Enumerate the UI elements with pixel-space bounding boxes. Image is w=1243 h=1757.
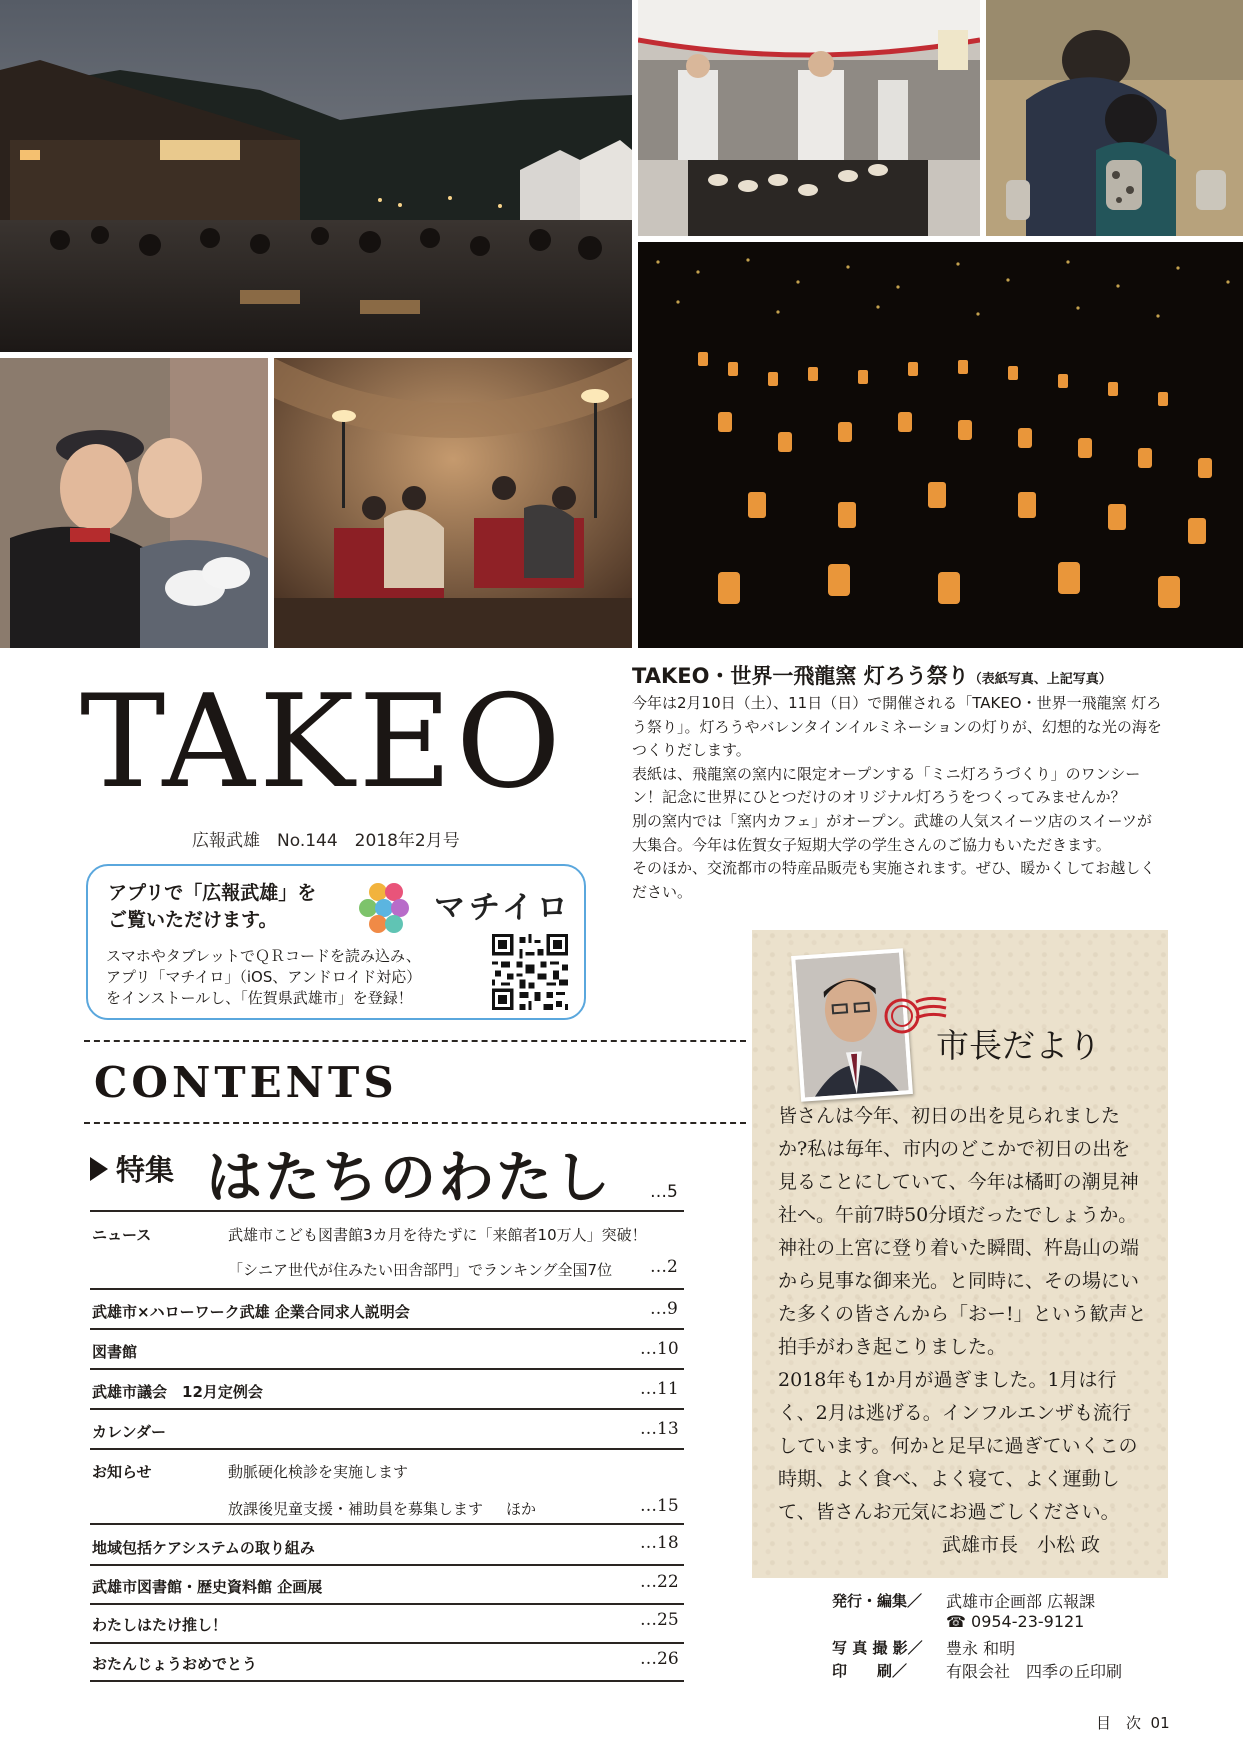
app-promo-instructions: スマホやタブレットでＱＲコードを読み込み、 アプリ「マチイロ」（iOS、アンドロイド対応） をインストールし、「佐賀県武雄市」を登録！ — [106, 947, 422, 1007]
toc-row-divider — [90, 1408, 684, 1410]
photo-food-stall-tent — [638, 0, 980, 236]
toc-category[interactable]: カレンダー — [92, 1423, 167, 1441]
toc-category[interactable]: ニュース — [92, 1226, 152, 1244]
photo-lantern-field-night — [638, 242, 1243, 648]
mayor-signature: 武雄市長 小松 政 — [942, 1534, 1101, 1556]
toc-category[interactable]: わたしはたけ推し！ — [92, 1616, 228, 1634]
toc-row-divider — [90, 1564, 684, 1566]
photo-kiln-festival-crowd — [0, 0, 632, 352]
qr-code-icon[interactable] — [492, 934, 568, 1010]
credit-value: 豊永 和明 — [946, 1639, 1016, 1658]
photo-elderly-spectators — [0, 358, 268, 648]
credit-value: 武雄市企画部 広報課 — [946, 1592, 1096, 1611]
toc-subitem[interactable]: 動脈硬化検診を実施します — [228, 1463, 409, 1481]
feature-title[interactable]: はたちのわたし — [206, 1145, 612, 1211]
toc-page-number: …26 — [640, 1649, 679, 1669]
toc-row-divider — [90, 1523, 684, 1525]
toc-category[interactable]: 武雄市×ハローワーク武雄 企業合同求人説明会 — [92, 1303, 410, 1321]
mayor-column — [752, 930, 1168, 1578]
toc-page-number: …9 — [650, 1299, 678, 1319]
toc-page-number: …25 — [640, 1610, 679, 1630]
feature-label: 特集 — [116, 1153, 175, 1187]
app-promo-headline: アプリで「広報武雄」を ご覧いただけます。 — [108, 882, 317, 931]
page-folio: 目 次 01 — [1096, 1714, 1170, 1732]
photo-kiln-cafe-interior — [274, 358, 632, 648]
mayor-column-heading: 市長だより — [936, 1026, 1101, 1065]
toc-page-number: …11 — [640, 1379, 679, 1399]
feature-underline — [90, 1210, 684, 1212]
contents-heading: CONTENTS — [94, 1058, 398, 1107]
toc-category[interactable]: お知らせ — [92, 1463, 152, 1481]
app-promo-box — [86, 864, 586, 1020]
credit-label: 印 刷／ — [832, 1662, 908, 1680]
toc-subitem[interactable]: 放課後児童支援・補助員を募集します — [228, 1500, 484, 1518]
toc-page-number: …2 — [650, 1257, 678, 1277]
toc-row-divider — [90, 1603, 684, 1605]
toc-category[interactable]: 武雄市図書館・歴史資料館 企画展 — [92, 1578, 323, 1596]
article-body: 今年は2月10日（土）、11日（日）で開催される「TAKEO・世界一飛龍窯 灯ろう祭り」。灯ろうやバレンタインイルミネーションの灯りが、幻想的な光の海をつくりだします。 表紙は、飛龍窯の窯内に限定オープンする「ミニ灯ろうづくり」のワンシーン！記念に世界にひとつだけのオリジナル灯ろうをつくってみませんか？ 別の窯内では「窯内カフェ」がオープン。武雄の人気スイーツ店のスイーツが大集合。今年は佐賀女子短期大学の学生さんのご協力もいただきます。 そのほか、交流都市の特産品販売も実施されます。ぜひ、暖かくしてお越しください。 — [632, 694, 1162, 901]
toc-category[interactable]: 図書館 — [92, 1343, 138, 1361]
article-title — [632, 660, 1112, 690]
article-title-text: TAKEO・世界一飛龍窯 灯ろう祭り — [632, 664, 969, 688]
toc-page-number: …10 — [640, 1339, 679, 1359]
issue-info: 広報武雄 No.144 2018年2月号 — [192, 831, 460, 851]
credit-value: 有限会社 四季の丘印刷 — [946, 1662, 1123, 1681]
toc-row-divider — [90, 1288, 684, 1290]
toc-row-divider — [90, 1448, 684, 1450]
feature-page-number: …5 — [650, 1182, 678, 1202]
machiiro-logo-icon — [352, 878, 424, 938]
contents-divider-bottom — [84, 1122, 746, 1124]
mayor-column-body: 皆さんは今年、初日の出を見られましたか?私は毎年、市内のどこかで初日の出を見ることにしていて、今年は橘町の潮見神社へ。午前7時50分頃だったでしょうか。 神社の上宮に登り着いた瞬間、杵島山の端から見事な御来光。と同時に、その場にいた多くの皆さんから「おー!」という歓声と拍手がわき起こりました。 2018年も1か月が過ぎました。1月は行く、2月は逃げる。インフルエンザも流行しています。何かと足早に過ぎていくこの時期、よく食べ、よく寝て、よく運動して、皆さんお元気にお過ごしください。 — [778, 1105, 1147, 1523]
toc-subitem[interactable]: 「シニア世代が住みたい田舎部門」でランキング全国7位 — [228, 1261, 613, 1279]
magazine-masthead: TAKEO — [80, 668, 565, 817]
toc-extra-note: ほか — [506, 1500, 537, 1518]
toc-page-number: …15 — [640, 1496, 679, 1516]
toc-category[interactable]: 地域包括ケアシステムの取り組み — [92, 1539, 315, 1557]
toc-category[interactable]: 武雄市議会 12月定例会 — [92, 1383, 263, 1401]
photo-family-with-lantern — [986, 0, 1243, 236]
credit-label: 発行・編集／ — [832, 1592, 923, 1610]
toc-page-number: …18 — [640, 1533, 679, 1553]
toc-subitem[interactable]: 武雄市こども図書館3カ月を待たずに「来館者10万人」突破！ — [228, 1226, 647, 1244]
toc-page-number: …22 — [640, 1572, 679, 1592]
credit-label: 写 真 撮 影／ — [832, 1639, 923, 1657]
toc-row-divider — [90, 1328, 684, 1330]
toc-row-divider — [90, 1642, 684, 1644]
machiiro-logo-text: マチイロ — [434, 890, 572, 926]
toc-category[interactable]: おたんじょうおめでとう — [92, 1655, 258, 1673]
toc-page-number: …13 — [640, 1419, 679, 1439]
contents-divider-top — [84, 1040, 746, 1042]
triangle-bullet-icon — [90, 1157, 108, 1181]
article-title-note: （表紙写真、上記写真） — [968, 672, 1112, 687]
toc-row-divider — [90, 1368, 684, 1370]
credit-phone: ☎ 0954-23-9121 — [946, 1612, 1085, 1631]
toc-row-divider — [90, 1680, 684, 1682]
